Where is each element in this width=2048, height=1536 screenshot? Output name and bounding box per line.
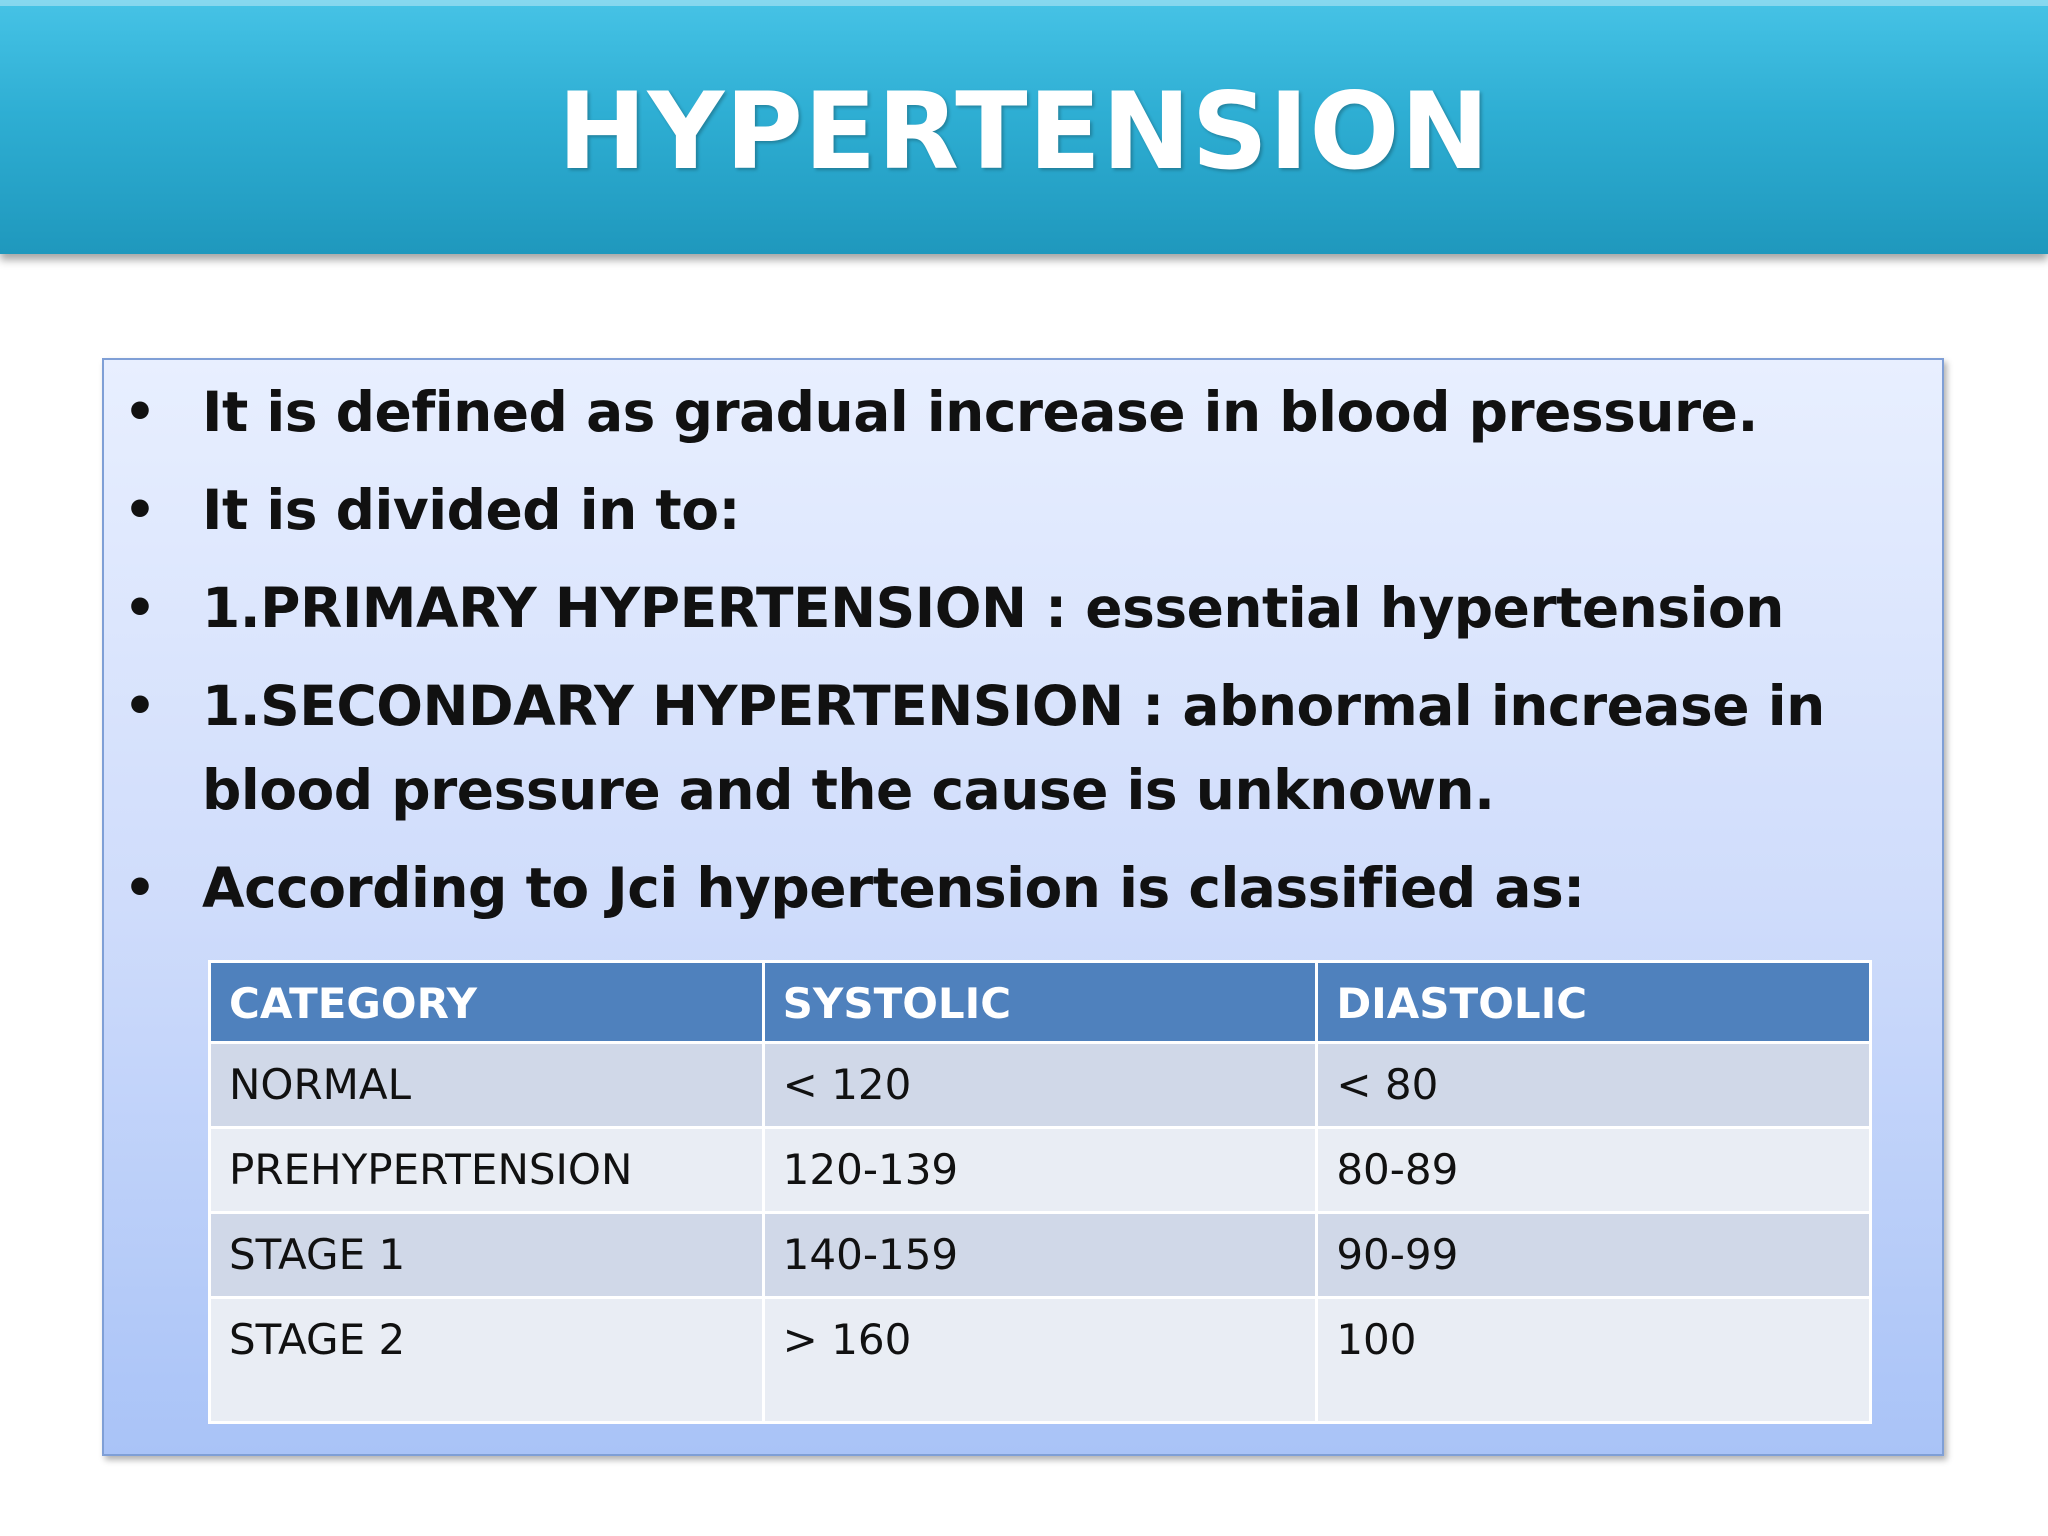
- cell-category: PREHYPERTENSION: [210, 1128, 764, 1213]
- slide-title: HYPERTENSION: [557, 69, 1491, 193]
- cell-diastolic: 100: [1317, 1298, 1871, 1423]
- cell-systolic: 120-139: [763, 1128, 1317, 1213]
- cell-diastolic: 80-89: [1317, 1128, 1871, 1213]
- table-row: [210, 1128, 1871, 1213]
- bullet-item: [104, 370, 1946, 454]
- cell-systolic: > 160: [763, 1298, 1317, 1423]
- bullet-text: 1.SECONDARY HYPERTENSION : abnormal increase in blood pressure and the cause is unknown.: [202, 674, 1825, 822]
- bullet-item: [104, 846, 1946, 930]
- cell-diastolic: < 80: [1317, 1043, 1871, 1128]
- cell-diastolic: 90-99: [1317, 1213, 1871, 1298]
- bullet-text: According to Jci hypertension is classified as:: [202, 856, 1585, 920]
- cell-systolic: 140-159: [763, 1213, 1317, 1298]
- cell-category: STAGE 2: [210, 1298, 764, 1423]
- header-category: CATEGORY: [210, 962, 764, 1043]
- bullet-icon: •: [124, 677, 156, 735]
- bullet-text: It is divided in to:: [202, 478, 740, 542]
- bullet-icon: •: [124, 579, 156, 637]
- table-row: [210, 1213, 1871, 1298]
- table-header-row: [210, 962, 1871, 1043]
- bullet-text: 1.PRIMARY HYPERTENSION : essential hypertension: [202, 576, 1784, 640]
- header-diastolic: DIASTOLIC: [1317, 962, 1871, 1043]
- cell-category: NORMAL: [210, 1043, 764, 1128]
- bullet-text: It is defined as gradual increase in blood pressure.: [202, 380, 1758, 444]
- classification-table: [208, 960, 1872, 1424]
- bullet-icon: •: [124, 481, 156, 539]
- bullet-icon: •: [124, 383, 156, 441]
- bullet-icon: •: [124, 859, 156, 917]
- bullet-item: [104, 566, 1946, 650]
- cell-category: STAGE 1: [210, 1213, 764, 1298]
- bullet-item: [104, 468, 1946, 552]
- table-row: [210, 1043, 1871, 1128]
- bullet-item: [104, 664, 1946, 832]
- bullet-list: [104, 370, 1946, 944]
- table-row: [210, 1298, 1871, 1423]
- title-banner: [0, 0, 2048, 254]
- content-box: [102, 358, 1944, 1456]
- header-systolic: SYSTOLIC: [763, 962, 1317, 1043]
- cell-systolic: < 120: [763, 1043, 1317, 1128]
